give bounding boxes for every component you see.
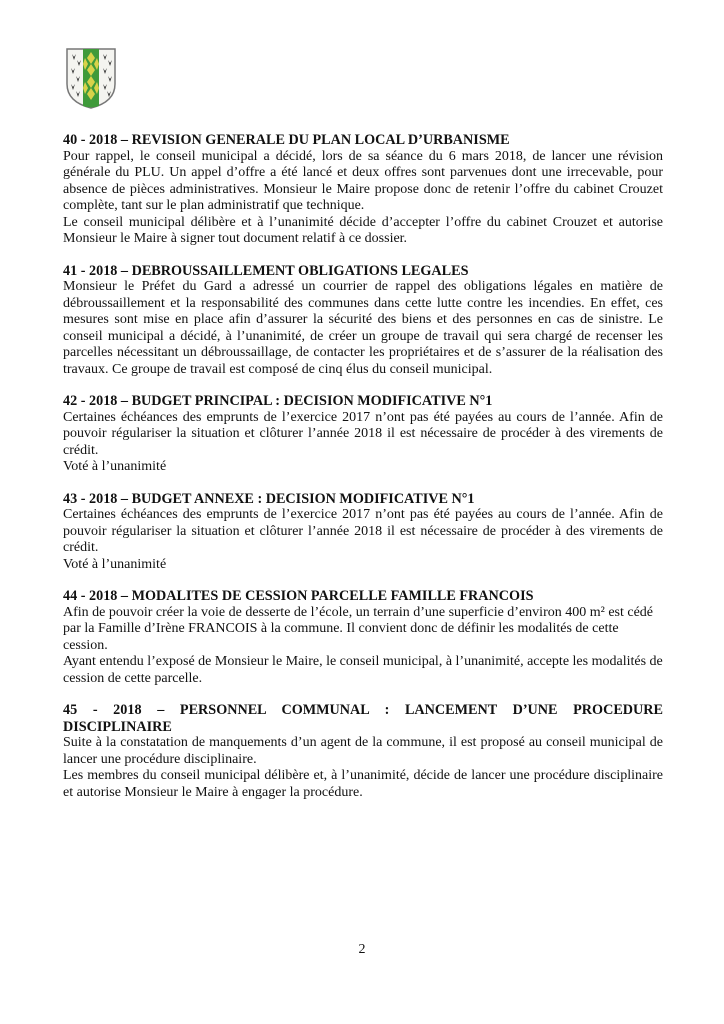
vote-result: Voté à l’unanimité: [63, 556, 167, 572]
page-number: 2: [358, 942, 366, 957]
section-paragraph: Certaines échéances des emprunts de l’exercice 2017 n’ont pas été payées au cours de l’année. Afin de pouvoir régulariser la situation et clôturer l’année 2018 il est nécessaire de procéder à des virements de crédit.: [63, 409, 663, 458]
section-heading: 40 - 2018 – REVISION GENERALE DU PLAN LOCAL D’URBANISME: [63, 132, 510, 148]
section-paragraph: Afin de pouvoir créer la voie de desserte de l’école, un terrain d’une superficie d’environ 400 m² est cédé par la Famille d’Irène FRANCOIS à la commune. Il convient donc de définir les modalités de cette cession.: [63, 604, 654, 653]
section-heading: 43 - 2018 – BUDGET ANNEXE : DECISION MODIFICATIVE N°1: [63, 490, 475, 507]
document-body: [63, 132, 663, 816]
section-44: [63, 588, 663, 687]
section-paragraph: Le conseil municipal délibère et à l’unanimité décide d’accepter l’offre du cabinet Crouzet et autorise Monsieur le Maire à signer tout document relatif à ce dossier.: [63, 214, 663, 246]
section-42: [63, 393, 663, 476]
section-40: [63, 132, 663, 248]
section-43: [63, 491, 663, 574]
section-heading: 42 - 2018 – BUDGET PRINCIPAL : DECISION MODIFICATIVE N°1: [63, 393, 493, 409]
section-heading: 45 - 2018 – PERSONNEL COMMUNAL : LANCEMENT D’UNE PROCEDURE DISCIPLINAIRE: [63, 702, 663, 735]
vote-result: Voté à l’unanimité: [63, 459, 167, 474]
section-paragraph: Monsieur le Préfet du Gard a adressé un courrier de rappel des obligations légales en matière de débroussaillement et la responsabilité des communes dans cette lutte contre les incendies. En effet, ces mesures sont mise en place afin d’assurer la sécurité des biens et des personnes en cas de sinistre. Le conseil municipal a décidé, à l’unanimité, de créer un groupe de travail qui sera chargé de recenser les parcelles nécessitant un débroussaillage, de contacter les propriétaires et de s’assurer de la réalisation des travaux. Ce groupe de travail est composé de cinq élus du conseil municipal.: [63, 279, 663, 377]
section-heading: 41 - 2018 – DEBROUSSAILLEMENT OBLIGATIONS LEGALES: [63, 262, 469, 279]
section-45: [63, 702, 663, 801]
section-paragraph: Ayant entendu l’exposé de Monsieur le Maire, le conseil municipal, à l’unanimité, accepte les modalités de cession de cette parcelle.: [63, 654, 663, 686]
coat-of-arms-logo: [64, 46, 118, 110]
section-paragraph: Suite à la constatation de manquements d’un agent de la commune, il est proposé au conseil municipal de lancer une procédure disciplinaire.: [63, 735, 663, 767]
section-paragraph: Certaines échéances des emprunts de l’exercice 2017 n’ont pas été payées au cours de l’année. Afin de pouvoir régulariser la situation et clôturer l’année 2018 il est nécessaire de procéder à des virements de crédit.: [63, 507, 663, 555]
section-paragraph: Pour rappel, le conseil municipal a décidé, lors de sa séance du 6 mars 2018, de lancer une révision générale du PLU. Un appel d’offre a été lancé et deux offres sont parvenues dont une irrecevable, pour absence de pièces administratives. Monsieur le Maire propose donc de retenir l’offre du cabinet Crouzet complète, tant sur le plan administratif que technique.: [63, 148, 663, 213]
section-41: [63, 263, 663, 379]
section-paragraph: Les membres du conseil municipal délibère et, à l’unanimité, décide de lancer une procédure disciplinaire et autorise Monsieur le Maire à engager la procédure.: [63, 768, 663, 800]
section-heading: 44 - 2018 – MODALITES DE CESSION PARCELLE FAMILLE FRANCOIS: [63, 588, 534, 604]
